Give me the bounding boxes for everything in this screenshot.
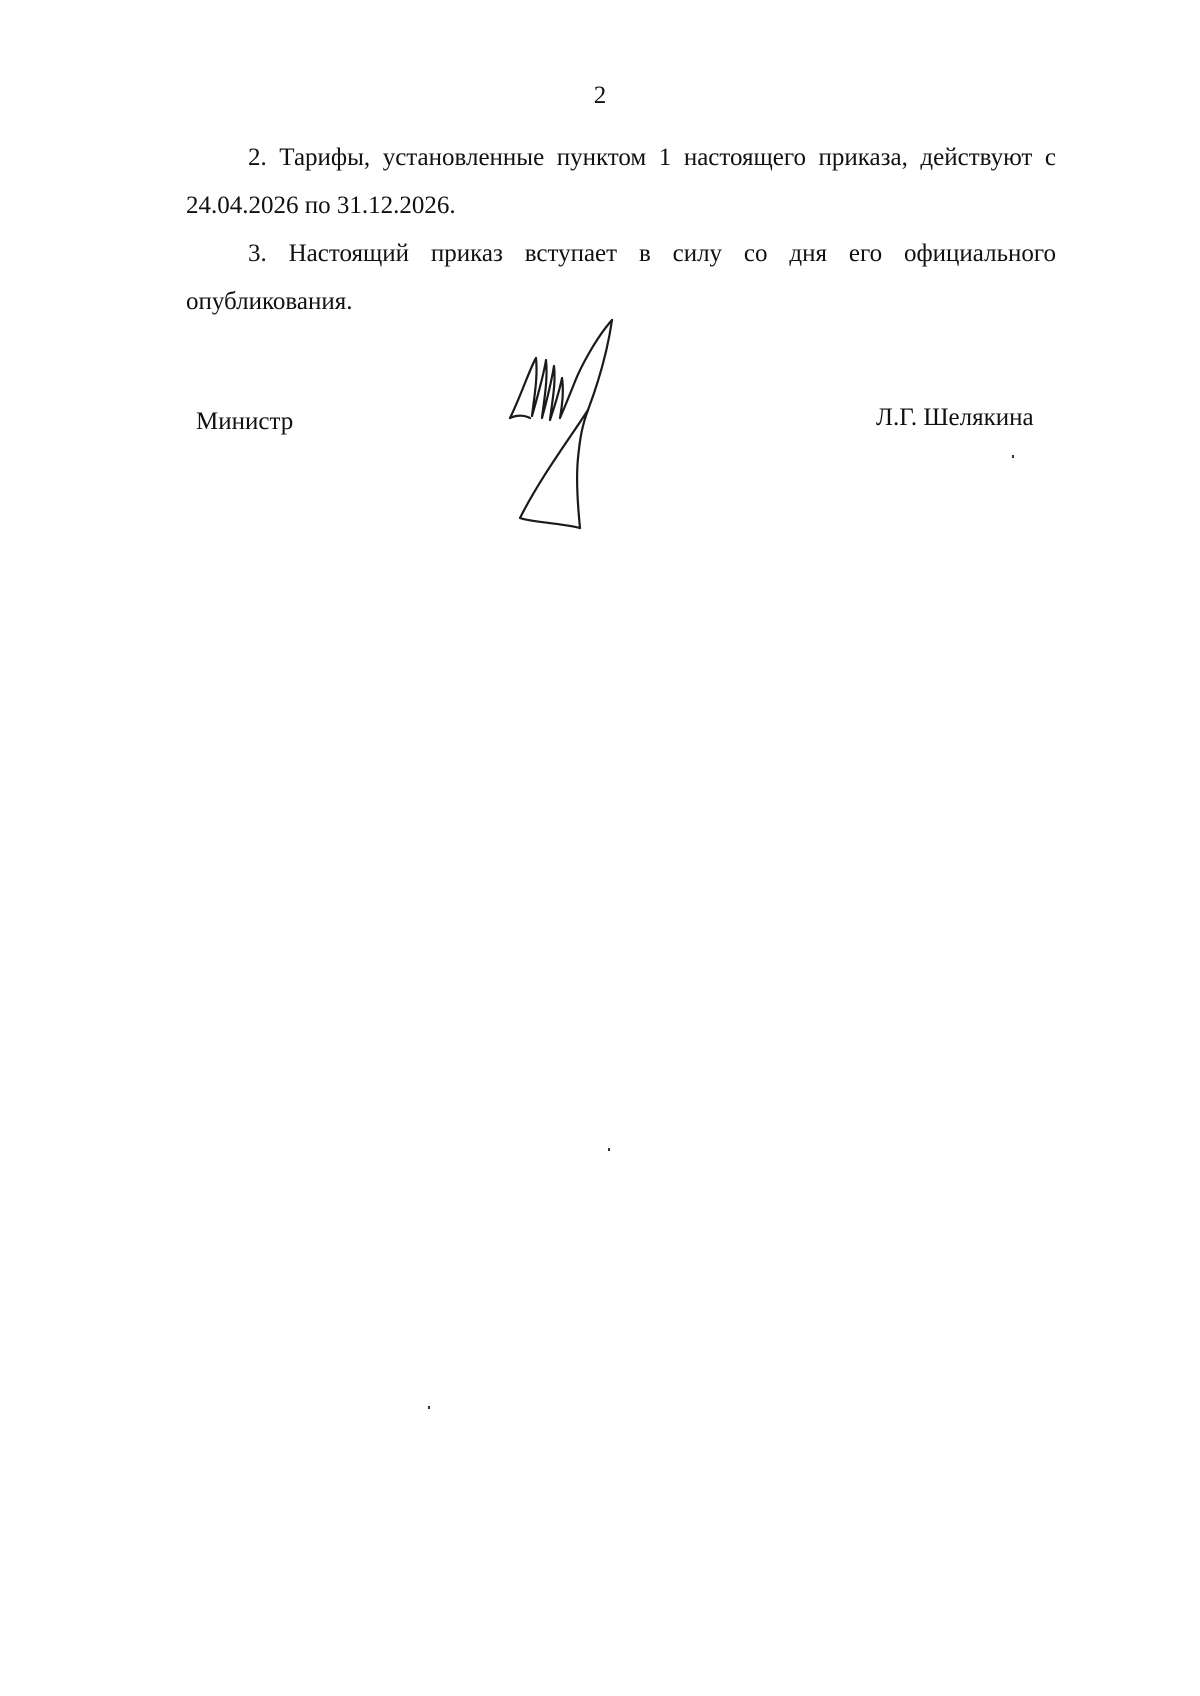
signer-position: Министр bbox=[196, 408, 294, 435]
paragraph-line: 2. Тарифы, установленные пунктом 1 настоящего приказа, действуют с bbox=[248, 144, 1056, 171]
scan-speck bbox=[1012, 455, 1014, 458]
paragraph-line: 24.04.2026 по 31.12.2026. bbox=[186, 192, 456, 219]
handwritten-signature bbox=[500, 318, 640, 538]
signer-name: Л.Г. Шелякина bbox=[876, 404, 1034, 431]
paragraph-tariff-period bbox=[186, 134, 1056, 230]
paragraph-entry-into-force bbox=[186, 230, 1056, 326]
scan-speck bbox=[608, 1148, 610, 1151]
page-number: 2 bbox=[593, 82, 607, 109]
paragraph-line: опубликования. bbox=[186, 288, 353, 315]
scan-speck bbox=[428, 1406, 430, 1409]
paragraph-line: 3. Настоящий приказ вступает в силу со дня его официального bbox=[248, 240, 1056, 267]
document-body bbox=[186, 134, 1056, 326]
signature-block bbox=[0, 400, 1200, 550]
